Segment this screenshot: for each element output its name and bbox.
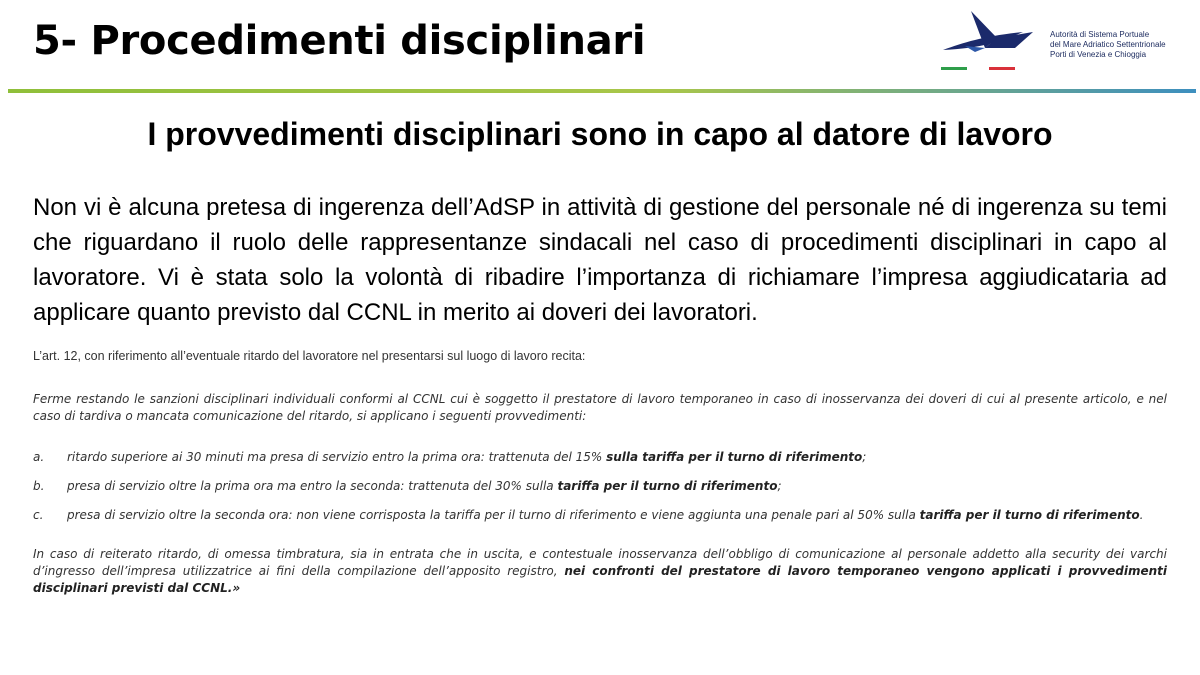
list-marker: c. (33, 508, 44, 522)
list-item-bold: tariffa per il turno di riferimento (919, 508, 1140, 522)
logo-text (1050, 30, 1166, 60)
article-quote: Ferme restando le sanzioni disciplinari individuali conformi al CCNL cui è soggetto il prestatore di lavoro temporaneo in caso di inosservanza dei doveri di cui al presente articolo, e nel caso di tardiva o mancata comunicazione del ritardo, si applicano i seguenti provvedimenti: (33, 392, 1167, 423)
logo-line-1: Autorità di Sistema Portuale (1050, 30, 1150, 39)
list-item (33, 450, 1167, 464)
list-item-bold: sulla tariffa per il turno di riferimento (606, 450, 863, 464)
slide-subtitle: I provvedimenti disciplinari sono in capo al datore di lavoro (147, 116, 1053, 152)
closing-bold-text: nei confronti del prestatore di lavoro temporaneo vengono applicati i provvedimenti disciplinari previsti dal CCNL.» (33, 564, 1167, 595)
list-marker: a. (33, 450, 45, 464)
list-item (33, 508, 1167, 522)
article-intro: L’art. 12, con riferimento all’eventuale ritardo del lavoratore nel presentarsi sul luogo di lavoro recita: (33, 349, 586, 363)
list-item-end: ; (862, 450, 867, 464)
authority-logo (935, 8, 1195, 74)
list-item-text: presa di servizio oltre la seconda ora: non viene corrisposta la tariffa per il turno di riferimento e viene aggiunta una penale pari al 50% sulla (67, 508, 920, 522)
list-item-text: presa di servizio oltre la prima ora ma entro la seconda: trattenuta del 30% sulla (67, 479, 558, 493)
list-marker: b. (33, 479, 45, 493)
logo-line-2: del Mare Adriatico Settentrionale (1050, 40, 1166, 49)
slide-title: 5- Procedimenti disciplinari (33, 18, 646, 64)
port-authority-emblem-icon (935, 8, 1045, 74)
list-item-end: ; (777, 479, 782, 493)
list-item-bold: tariffa per il turno di riferimento (557, 479, 778, 493)
intro-paragraph: Non vi è alcuna pretesa di ingerenza dell’AdSP in attività di gestione del personale né di ingerenza su temi che riguardano il ruolo delle rappresentanze sindacali nel caso di procedimenti disciplinari in capo al lavoratore. Vi è stata solo la volontà di ribadire l’importanza di richiamare l’impresa aggiudicataria ad applicare quanto previsto dal CCNL in merito ai doveri dei lavoratori. (33, 194, 1167, 326)
list-item (33, 479, 1167, 493)
logo-line-3: Porti di Venezia e Chioggia (1050, 50, 1147, 59)
closing-text: In caso di reiterato ritardo, di omessa timbratura, sia in entrata che in uscita, e contestuale inosservanza dell’obbligo di comunicazione al personale addetto alla security dei varchi d’ingresso dell’impresa utilizzatrice ai fini della compilazione dell’apposito registro, (33, 547, 1167, 578)
list-item-text: ritardo superiore ai 30 minuti ma presa di servizio entro la prima ora: trattenuta del 15% (67, 450, 607, 464)
list-item-end: . (1139, 508, 1144, 522)
header-divider (8, 89, 1196, 93)
closing-paragraph (33, 546, 1167, 597)
